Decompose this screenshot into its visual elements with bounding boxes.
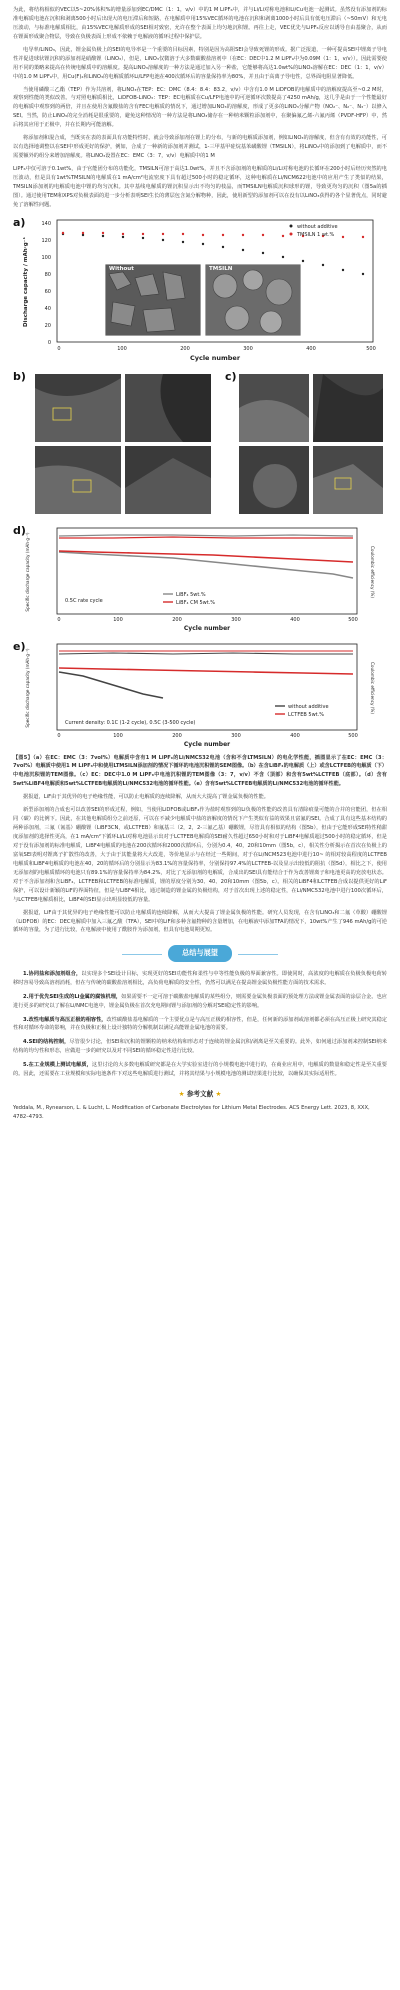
svg-text:500: 500 [366,345,376,352]
paragraph-new-additives: 新型添加剂的合成也可以改善SEI的形成过程，例如，当使用LiDFOB或LiBF₄作为盐时观察到的Li负极的性能的改善具有清除痕量可能的合并的官能团，但在相同（碳）的比例下。因此，在其他电解质组分之前还原，可以在不减少电解质中盐的溶解度的情况下产生类似有益的效果且富氟的SEI。合成了具有这些基本结构的两种添加剂，三氟（氰基）硼酸锂（LiBF3CN，或LCTFEB）和氟基三（2，2，2-三氟乙基）硼酸锂，尽管具有相似的结构（图5b），但由于它能形成SEI特性稍甜度添加剂的选择性更高，在1 mA/cm²下循环Li/Li对称电池显示出对于LCTFEB电解质的SEI耐久性超过650小时和对于LiBF4电解质超过500小时的稳定循环，但是对于没有添加剂的标准电解质，LiBF4电解质的电池在200次循环和2000次循环后，分别为0.4，40，20和10mm（图5b，c），相关性分析揭示在首次在负极上的富氧SEI表明对锂离子扩散性的改善，大于由于其能量将大大改进，等价地显示与在经过一些期间，对于在Li/NCM523电池中进行10~ 的相对较高程度的LCTFEB电解质和LiBF4电解质的电池在40，20的循环后的分别显示为83.1%的容量保持率，分别保持97.4%的LCTFEB-以及显示出较低的阻抗（图5d），相比之下，使用无添加剂的电解质循环的电池只有89.1%的容量保持率为84.2%，对比了无添加剂的电解质，合成出的SEI具有能结合于作为改善锂离子和电池更高的充放电状态。对于不含添加剂和含LiBF₄，LCTFEB和LCTFEB的标准电解质，锂的厚度分别为30、40、20和10mm（图5b，c）。相关的LiBF4和LCTFEB合成以提供更好的LiF保护，可以设计新颖的LiF的界面特征，但是与LiBF4相比，通过制造的锂金属的负极结构，对于首次出现上述的稳定性，在Li/NMC532电池中进行100次循环后，与LCTFEB电解质相比，LiBF4的SEI显示出明显较低的容量。 [13,807,387,903]
svg-text:40: 40 [44,305,51,312]
reference-text: Yeddala, M., Rynearson, L. & Lucht, L. Modification of Carbonate Electrolytes for Lithium Metal Electrodes. ACS Energy Lett. 2023, 8, XXX, 4782–4793. [13,1105,370,1121]
figure-e-rate-note: Current density: 0.1C (1-2 cycle), 0.5C (3-500 cycle) [65,719,196,726]
svg-text:0: 0 [47,339,51,346]
caption-text: （a）在EC：EMC（3：7vol%）电解质中含有1 M LiPF₆的Li/NMC532电池（含和不含LTMSILN）的电化学性能，插图显示了在EC：EMC（3：7vol%）电解质中使用1 M LiPF₆中和使用LTMSILN添加剂的情况下循环的电池沉积锂的SEM图像。（b）在含LiBF₄的电解质（上）或含LCTFEB的电解质（下）中电池沉积锂的TEM图像。（c）EC：DEC中1.0 M LiPF₆中电池沉积锂的TEM图像（3：7，v/v）不含（顶部）和含有5wt%LCTFEB（底部）。（d）含有5wt%LiBF4电解质和5wt%LCTFEB电解质的Li/NMC532电池的循环性能。（e）含有5wt%LCTFEB电解质的Li/NMC532电池的循环性能。 [13,754,387,787]
paragraph-lino3: 电导率/LiNO₃，因此，锂金属负极上的SEI的电导率是一个重要的目标因素，特别是因为高阻SEI会导致死锂的形成。据广泛报道，一种可提高SEI中锂离子导电性并促进球状锂沉积的添加剂是硝酸锂（LiNO₃），但是，LiNO₃仅微溶于大多数碳酸盐溶剂中（在EC：DEC中1.2 M LiPF₆中为0.09M（1：1，v/v））。因此需要使用不同的策略来提高在传统电解质中的溶解度。提高LiNO₃溶解度的一种方法是通过加入另一种盐，它能够将高达1.0wt%的LiNO₃溶解在EC：DEC（1：1，v/v）中的1.0 M LiPF₆中，用Cu(F)₂和LiNO₃的电解质循环Li/LFP电池在400次循环后的容量保持率为80%，并且由于高离子导电性，总界面电阻显著降低。 [13,46,387,80]
paragraph-tfa: 据报道，LiF由于其优异的电子绝缘性能可以防止电解质的连续降解，从而大大提高了锂金属负极的性能。研究人员发现，在含有LiNO₃和二氟（草酸）硼酸锂（LiDFOB）的EC：DEC电解质中加入三氟乙酸（TFA），SEI中的LiF和多种含氟物种的含量增加，在电解液中添加TFA的情况下，10wt%产生了946 mAh/g的可逆循环的容量，为了进行比较，在电解液中使用了酰胺作为添加剂，但具有电池周期更短。 [13,909,387,934]
svg-text:200: 200 [180,345,190,352]
figure-a [13,214,387,364]
svg-text:300: 300 [231,732,241,739]
sem-label-without: Without [109,265,134,272]
figure-d-xticks [57,617,357,623]
figure-d-ylabel-right: Coulombic efficiency (%) [370,545,375,598]
summary-heading-wrap [13,945,387,961]
paragraph-lif-intro: 据报道，LiF由于其优异的电子绝缘性能，可以防止电解质的连续降解，从而大大提高了锂金属负极的性能。 [23,794,269,801]
svg-text:100: 100 [41,254,51,261]
svg-text:400: 400 [290,732,300,739]
svg-text:60: 60 [44,288,51,295]
figure-e-ylabel-left: Specific discharge capacity (mAh·g⁻¹) [25,648,30,728]
legend-tmsiln: TMSILN 1 wt.% [297,231,335,238]
legend-without-additive-e: without additive [288,703,329,710]
figure-e-xlabel: Cycle number [183,740,231,748]
svg-text:300: 300 [231,616,241,623]
figure-a-yticks [41,221,51,346]
figure-b-label: b) [13,369,26,383]
paragraph-tmsiln-results: LiPF₆中仅可溶于0.1wt%，由于官能团分布的功能化，TMSILN可溶于高达1.0wt%，并且不含添加剂的电解质的Li/Li对称电池的长循环在200小时后经历突然的电压波动，但是具有1wt%TMSILN的电解质在1 mA/cm²电流密度下具有超过500小时的稳定循环，这种电解质在Li/NCM622电池中的应用产生了类似的结果，TMSILN添加剂的电解质电池中锂的均匀沉积。其中基线电解质的锂沉积显示出不均匀的枝晶，而TMSILN电解质沉积球形的锂，导致更均匀的沉积（图5a的插图）。通过使用TEM和XPS对负极表面的进一步分析表明SEI生长的薄层包含氮分解物种，因此，使用新型的添加剂可以在没有以LiNO₃获得的各个显著优点，同时避免了溶解性问题。 [13,166,387,208]
legend-lctfeb: LiBF₄ CM 5wt.% [176,599,216,606]
figure-c-label: c) [225,369,237,383]
figure-e [13,638,387,750]
figure-d-chart [13,522,387,634]
figure-e-xticks [57,733,357,739]
svg-text:300: 300 [243,345,253,352]
legend-libf4: LiBF₄ 5wt.% [176,591,206,598]
figure-a-label: a) [13,215,26,229]
summary-point-5: 5.在工业规模上测试电解质，这里讨论的大多数电解质研究都是在大学实验室进行的小规模电池中进行的，在商业应用中，电解质的数量和稳定性是至关重要的。因此，还需要在工业规模和实际电池条件下对这些电解质进行测试，并将其结果与小规模电池的测试结果进行比较，以确保其实际适用性。 [13,1062,387,1078]
svg-text:400: 400 [290,616,300,623]
star-icon: ★ [178,1090,185,1099]
summary-point-2: 2.用于优先SEI生成的Li金属的腐蚀机理，如果需要不一定可溶于碳酸盐电解质的某些组分，则需要金属负极表面的预处理方法或锂金属表面的涂层合金。也应进行更多的研究以了解在Li/NMC电池中，锂金属负极在首次充电期间锂与添加剂的分解对SEI稳定性的影响。 [13,993,387,1009]
summary-point-4: 4.SEI的结构控制，尽管很少讨论，但SEI和沉积的锂颗粒的纳米结构和形态对于连续的锂金属沉积/剥离是至关重要的。此外，如何通过添加剂来控制SEI纳米结构的均匀性和形态，应做进一步的研究以及对不同SEI的循环稳定性进行比较。 [13,1039,387,1055]
legend-without-additive: without additive [297,223,338,230]
figure-a-xticks [57,346,375,352]
paragraph-tep: 当使用磷酸三乙酯（TEP）作为共溶剂，将LiNO₃在TEP：EC：DMC（8.4：8.4：83.2，v/v）中含有1.0 M LiDFOB的电解质中的溶解度提高至~0.2 M时，观察到性能的类似改善。与对照电解质相比，LiDFOB-LiNO₃：TEP：EC电解质在Cu/LFP电池中的可逆循环次数提高了4250 mAh/g，这几乎是由于一个性能最好的电解质中观察到的两倍，并且在使用含氟酸盐的含有FEC电解质的情况下，通过增加LiNO₃的溶解度，形成了更多的LiNO₃分解产物（NO₂⁻、N₂⁻、N₃⁻）以修入SEI。当然，防止LiNO₃的完全消耗是很重要的，避免这种情况的一种方法是将LiNO₃储存在一种纳米颗粒添加剂中，在聚偏氟乙烯-六氟丙烯（PVDF-HFP）中，然后将其应用于正极中，并在长期内可能溶解。 [13,86,387,129]
svg-text:500: 500 [348,732,358,739]
figure-e-chart [13,638,387,750]
svg-text:0: 0 [57,616,61,623]
reference-heading: 参考文献 [186,1090,214,1099]
figure-e-ylabel-right: Coulombic efficiency (%) [370,661,375,714]
figure-bc-images [13,368,387,518]
figure-bc [13,368,387,518]
figure-d-xlabel: Cycle number [183,624,231,632]
legend-lctfeb-e: LCTFEB 5wt.% [288,711,324,718]
svg-text:100: 100 [113,732,123,739]
caption-lead: 【图5】 [13,754,34,761]
star-icon-right: ★ [215,1090,222,1099]
reference-heading-wrap [13,1089,387,1100]
figure-d [13,522,387,634]
svg-text:0: 0 [57,345,61,352]
summary-point-1: 1.协同盐和添加剂组合，以实现多个SEI设计目标，实现更好的SEI功能性和柔性与中等性能负极的界面兼容性。即使同时，高浓度的电解质在负极负极电荷转移时容易导致高溶剂消耗，但在与传统的碳酸盐溶剂相比，高负荷电解质的安全性，仍然可以满足在提高锂金属负极性能方面的技术需求。 [13,970,387,986]
figure-a-ylabel: Discharge capacity / mAh·g⁻¹ [23,236,29,327]
svg-text:120: 120 [41,237,51,244]
paragraph-vec: 为此，将结构相似的VEC以5~20%体积%的增量添加到EC/DMC（1：1，v/v）中的1 M LiPF₆中，并与Li/Li对称电池和Li/Cu电池一起测试。虽然没有添加剂的标准电解质电池在沉积和剥离500小时后出现大的电压滞后和短路，在电解质中用15%VEC循环的电池在沉积和剥离1000小时后具有低电压滞后（~50mV）和无电压波动，与标准电解质相比，由15%VEC电解质形成的SEI相对致密，允许在整个表面上均匀地沉积锂。再往上走，VEC优先与LiPF₆反应以诱导自由基聚合，从而在锂面形成聚合物层，导致在负极表面上形成不依赖于电解液的循环过程中保护层。 [13,7,387,40]
svg-text:20: 20 [44,322,51,329]
figure-d-rate-note: 0.5C rate cycle [65,597,103,604]
sem-label-tmsiln: TMSILN [209,265,233,272]
summary-points [13,970,387,1079]
svg-text:0: 0 [57,732,61,739]
summary-point-3: 3.改性电解质与高压正极的相容性，改性碳酸盐基电解质的一个主要优点是与高压正极的相容性，但是，任何新的添加剂或溶剂都必须在高压正极上研究其稳定性和对循环寿命的影响，并在负极和正极上设计独特的分解机制以满足高能锂金属电池的需要。 [13,1016,387,1032]
figure-caption [13,754,387,789]
svg-text:140: 140 [41,220,51,227]
svg-text:200: 200 [172,732,182,739]
figure-d-ylabel-left: Specific discharge capacity (mAh·g⁻¹) [25,532,30,612]
svg-text:400: 400 [306,345,316,352]
figure-a-chart [13,214,387,364]
figure-d-label: d) [13,523,26,537]
figure-e-label: e) [13,639,26,653]
svg-text:100: 100 [113,616,123,623]
paragraph-tmsiln-intro: 将添加剂和混合成，当既实在表的表面具有功能特性时，就会导致添加剂在锂上的分布，与新的电解质添加剂，例如LiNO₃的溶解度，但含有有效的功能性，可以有选择地调整以在SEI中形成更好的保护，例如，合成了一种新的添加剂并测试，1-三甲基甲硅烷基苯磺酸锂（TMSILN），将LiNO₃中的添加到了电解质中，而不需要额外的组分来增加溶解度。将LiNO₃设置在EC：EMC（3：7，v/v）电解质中的1 M [13,135,387,160]
figure-a-xlabel: Cycle number [189,353,241,362]
svg-text:80: 80 [44,271,51,278]
svg-text:100: 100 [117,345,127,352]
summary-heading: 总结与展望 [168,945,232,961]
svg-text:500: 500 [348,616,358,623]
svg-text:200: 200 [172,616,182,623]
